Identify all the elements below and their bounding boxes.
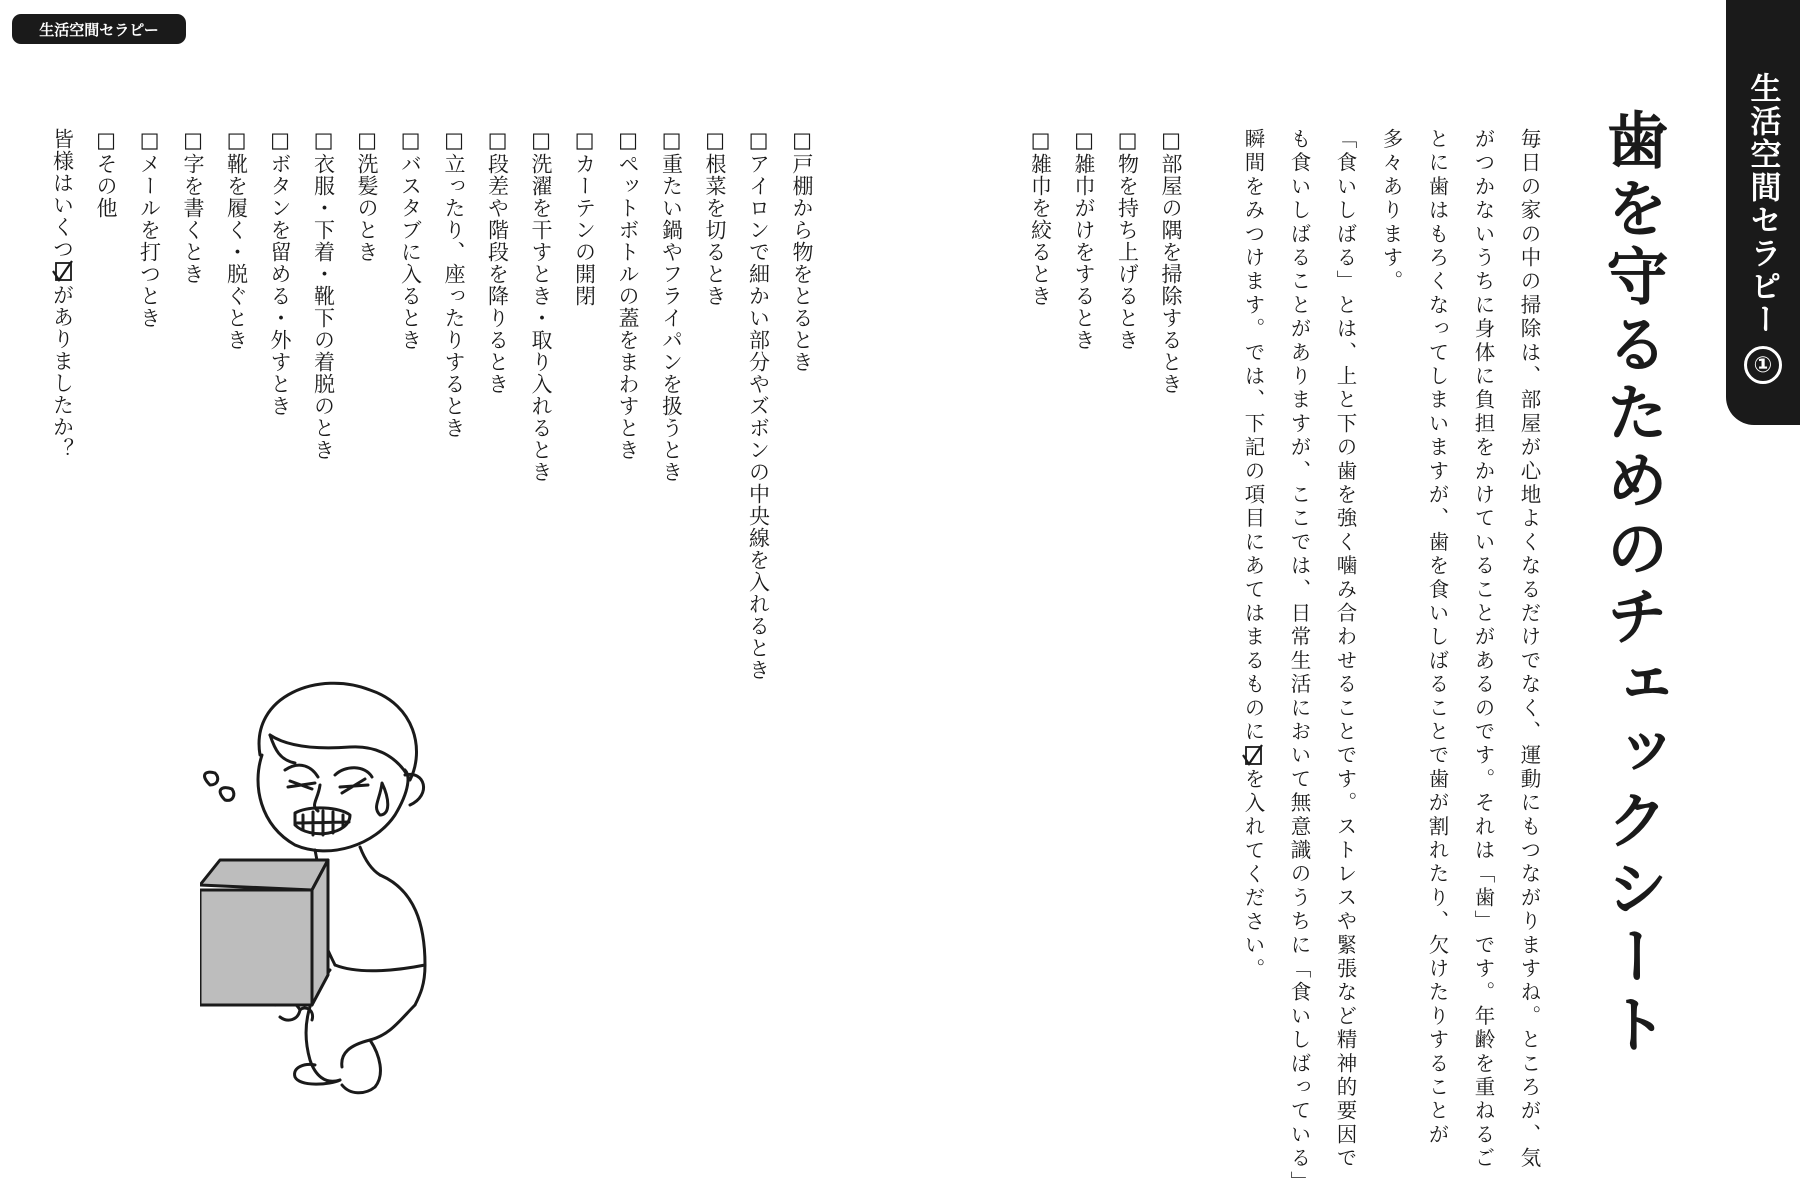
closing-question [40,128,84,828]
closing-question-text: 皆様はいくつ [50,128,75,260]
intro-paragraph-2-end: を入れてください。 [1241,768,1265,982]
checklist-item[interactable]: □ボタンを留める・外すとき [268,128,292,417]
section-side-tab [1726,0,1800,425]
checklist-item[interactable]: □重たい鍋やフライパンを扱うとき [659,128,684,483]
checked-box-icon [40,260,84,284]
side-tab-number: ① [1744,346,1782,384]
checklist-item[interactable]: □衣服・下着・靴下の着脱のとき [311,128,336,461]
checklist-item[interactable]: □アイロンで細かい部分やズボンの中央線を入れるとき [746,128,771,681]
checklist-item[interactable]: □戸棚から物をとるとき [790,128,814,373]
checklist-item[interactable]: □洗髪のとき [355,128,379,263]
checklist-item[interactable]: □カーテンの開閉 [572,128,597,307]
checklist-item[interactable]: □部屋の隅を掃除するとき [1159,128,1183,395]
checklist-item[interactable]: □洗濯を干すとき・取り入れるとき [529,128,553,483]
intro-paragraph-2-text: 「食いしばる」とは、上と下の歯を強く噛み合わせることです。ストレスや緊張など精神的要因でも食いしばることがありますが、ここでは、日常生活において無意識のうちに「食いしばっている」瞬間をみつけます。では、下記の項目にあてはまるものに [1241,128,1357,1185]
checklist-item[interactable]: □靴を履く・脱ぐとき [224,128,249,351]
checklist-item[interactable]: □段差や階段を降りるとき [485,128,510,395]
checklist-item[interactable]: □立ったり、座ったりするとき [442,128,466,439]
checklist-item[interactable]: □根菜を切るとき [703,128,727,307]
closing-question-end: がありましたか？ [50,284,75,460]
checklist-cleaning [1018,128,1192,528]
checklist-item[interactable]: □物を持ち上げるとき [1115,128,1140,351]
checked-box-icon [1230,744,1276,768]
series-badge-label: 生活空間セラピー [39,20,159,39]
intro-text [1230,128,1552,1188]
checklist-item[interactable]: □その他 [94,128,118,219]
checklist-item[interactable]: □字を書くとき [181,128,205,285]
page-title: 歯を守るためのチェックシート [1596,108,1669,1060]
intro-paragraph-2 [1230,128,1368,1188]
series-badge [12,14,186,44]
checklist-item[interactable]: □ペットボトルの蓋をまわすとき [616,128,640,461]
checklist-item[interactable]: □メールを打つとき [137,128,162,329]
person-lifting-box-illustration [200,675,500,1119]
checklist-item[interactable]: □雑巾を絞るとき [1028,128,1053,307]
side-tab-label: 生活空間セラピー [1744,72,1781,336]
checklist-item[interactable]: □バスタブに入るとき [398,128,423,351]
checklist-item[interactable]: □雑巾がけをするとき [1072,128,1096,351]
intro-paragraph-1: 毎日の家の中の掃除は、部屋が心地よくなるだけでなく、運動にもつながりますね。ところが、気がつかないうちに身体に負担をかけていることがあるのです。それは「歯」です。年齢を重ねるごとに歯はもろくなってしまいますが、歯を食いしばることで歯が割れたり、欠けたりすることが多々あります。 [1379,128,1541,1171]
